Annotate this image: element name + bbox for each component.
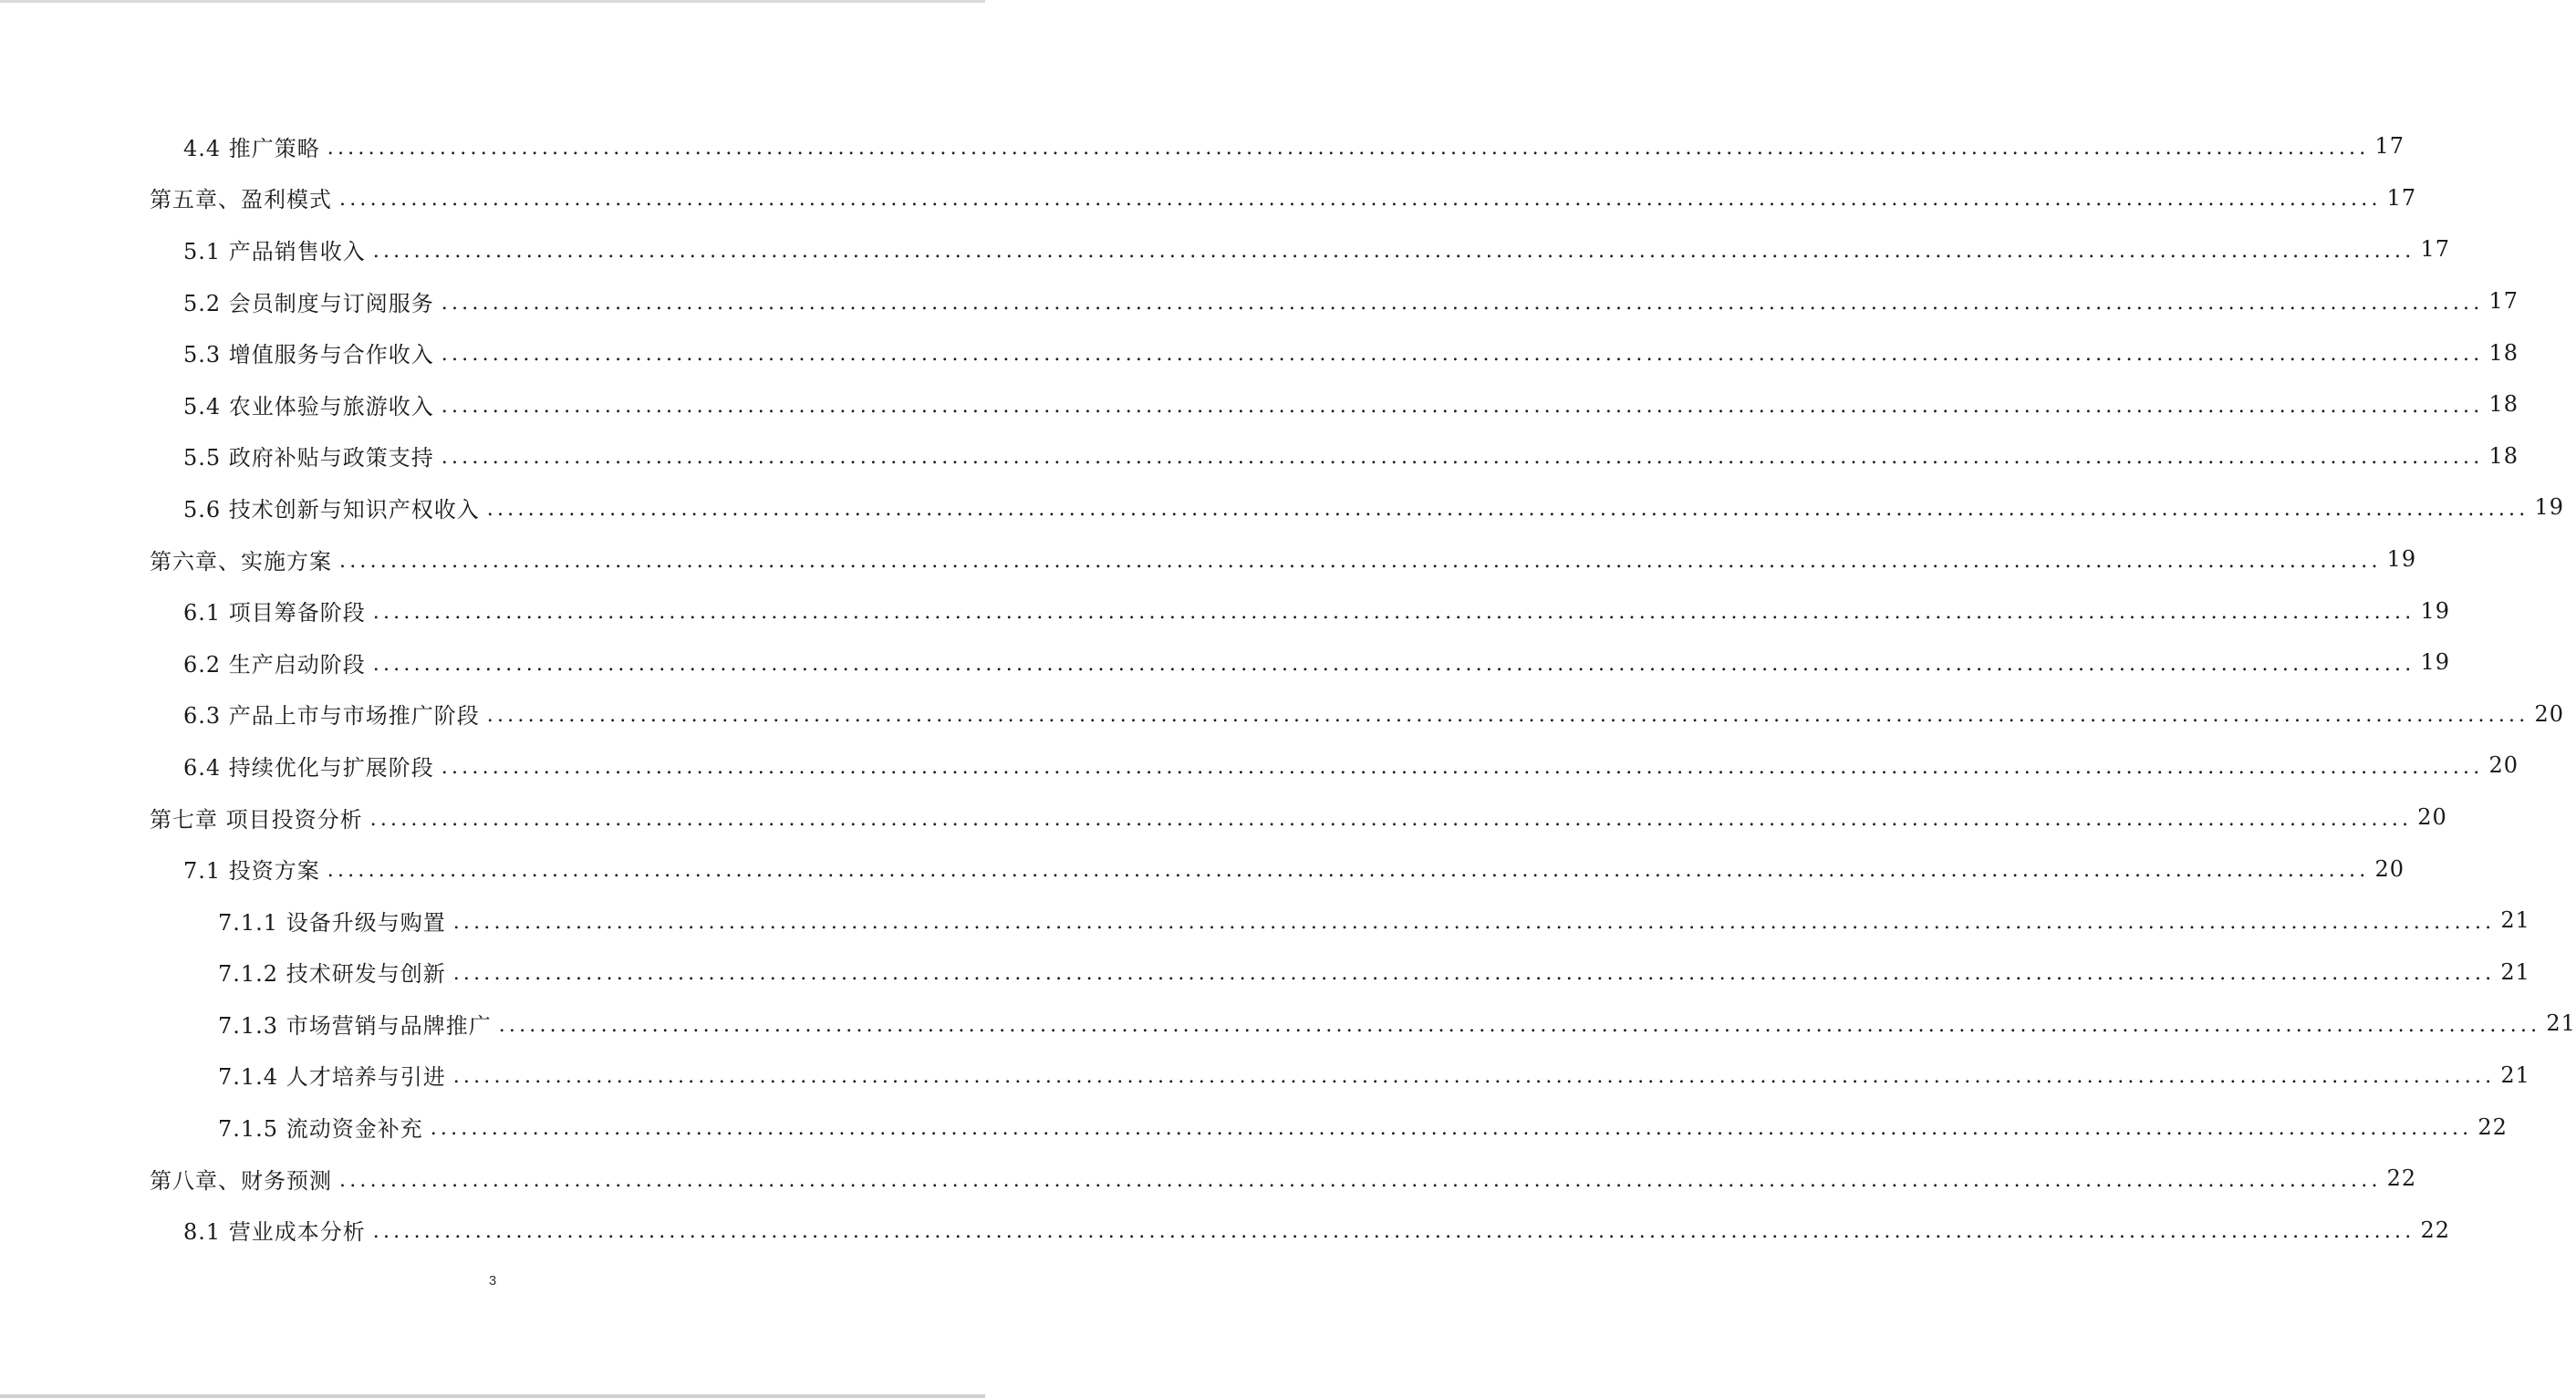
toc-dot-leader: ........................................................................................................................................................................................................ [486,497,2529,521]
toc-entry[interactable] [0,998,2576,1050]
toc-dot-leader: ........................................................................................................................................................................................................ [486,704,2529,728]
toc-entry-page-number: 19 [2534,494,2564,521]
page-number: 3 [488,1273,497,1289]
toc-entry-title: 5.4 农业体验与旅游收入 [183,393,434,419]
toc-entry-page-number: 19 [2420,597,2450,624]
toc-entry-title: 6.2 生产启动阶段 [183,651,366,678]
toc-entry-page-number: 18 [2488,339,2519,366]
toc-entry-page-number: 22 [2477,1113,2508,1140]
toc-entry-title: 8.1 营业成本分析 [183,1219,366,1246]
toc-entry-title: 第七章 项目投资分析 [150,806,363,833]
toc-dot-leader: ........................................................................................................................................................................................................ [430,1117,2473,1141]
toc-entry-page-number: 17 [2374,133,2405,160]
toc-entry[interactable] [0,430,2519,482]
toc-entry-title: 7.1.1 设备升级与购置 [218,909,446,936]
toc-entry-page-number: 22 [2420,1217,2450,1243]
toc-entry[interactable] [0,689,2564,740]
toc-entry[interactable] [0,792,2447,844]
toc-entry[interactable] [0,482,2564,533]
toc-entry-title: 4.4 推广策略 [183,135,320,161]
toc-entry-page-number: 18 [2488,442,2519,469]
toc-dot-leader: ........................................................................................................................................................................................................ [498,1013,2541,1037]
toc-dot-leader: ........................................................................................................................................................................................................ [452,1065,2496,1089]
toc-entry-page-number: 21 [2500,958,2530,985]
toc-dot-leader: ........................................................................................................................................................................................................ [327,136,2370,160]
toc-entry[interactable] [0,223,2450,275]
toc-entry-title: 5.6 技术创新与知识产权收入 [183,496,480,523]
toc-entry-title: 5.2 会员制度与订阅服务 [183,290,434,316]
toc-dot-leader: ........................................................................................................................................................................................................ [372,239,2415,263]
toc-entry-title: 5.5 政府补贴与政策支持 [183,445,434,471]
toc-dot-leader: ........................................................................................................................................................................................................ [441,291,2484,315]
toc-entry-title: 第五章、盈利模式 [150,187,332,213]
toc-entry[interactable] [0,947,2530,999]
toc-entry-page-number: 17 [2420,236,2450,263]
toc-entry[interactable] [0,895,2530,947]
toc-entry-page-number: 20 [2374,855,2405,882]
toc-entry[interactable] [0,378,2519,430]
toc-entry-page-number: 19 [2386,546,2417,573]
toc-entry-title: 7.1.4 人才培养与引进 [218,1064,446,1091]
toc-dot-leader: ........................................................................................................................................................................................................ [441,394,2484,418]
toc-dot-leader: ........................................................................................................................................................................................................ [372,601,2415,625]
toc-entry[interactable] [0,740,2519,792]
toc-entry[interactable] [0,120,2405,172]
toc-entry-title: 6.4 持续优化与扩展阶段 [183,754,434,781]
toc-entry[interactable] [0,637,2450,689]
toc-entry-title: 第六章、实施方案 [150,548,332,575]
toc-entry[interactable] [0,172,2417,224]
toc-entry-title: 5.3 增值服务与合作收入 [183,342,434,368]
toc-entry[interactable] [0,843,2405,895]
toc-entry[interactable] [0,275,2519,327]
toc-entry-page-number: 17 [2488,288,2519,315]
toc-dot-leader: ........................................................................................................................................................................................................ [339,549,2382,573]
toc-entry-title: 7.1.3 市场营销与品牌推广 [218,1012,492,1039]
toc-dot-leader: ........................................................................................................................................................................................................ [441,755,2484,779]
toc-entry-title: 6.1 项目筹备阶段 [183,600,366,627]
toc-entry-title: 5.1 产品销售收入 [183,238,366,264]
toc-dot-leader: ........................................................................................................................................................................................................ [327,859,2370,883]
toc-entry-page-number: 21 [2500,1061,2530,1088]
toc-entry-page-number: 20 [2417,804,2447,831]
toc-entry[interactable] [0,1050,2530,1102]
toc-dot-leader: ........................................................................................................................................................................................................ [339,1168,2382,1192]
toc-dot-leader: ........................................................................................................................................................................................................ [441,343,2484,367]
toc-entry-title: 7.1.5 流动资金补充 [218,1116,423,1143]
toc-entry-title: 6.3 产品上市与市场推广阶段 [183,703,480,730]
toc-entry[interactable] [0,1153,2417,1205]
bottom-edge-rule [0,1394,985,1398]
toc-entry[interactable] [0,585,2450,637]
toc-entry[interactable] [0,326,2519,378]
toc-entry-page-number: 21 [2500,907,2530,934]
toc-entry-page-number: 22 [2386,1165,2417,1192]
toc-entry-title: 第八章、财务预测 [150,1167,332,1194]
toc-dot-leader: ........................................................................................................................................................................................................ [441,446,2484,470]
toc-entry-page-number: 17 [2386,184,2417,211]
toc-dot-leader: ........................................................................................................................................................................................................ [452,962,2496,986]
toc-dot-leader: ........................................................................................................................................................................................................ [452,910,2496,934]
toc-entry-page-number: 18 [2488,391,2519,418]
toc-dot-leader: ........................................................................................................................................................................................................ [372,1220,2415,1244]
toc-entry-page-number: 19 [2420,649,2450,676]
toc-entry-page-number: 20 [2488,752,2519,779]
toc-entry[interactable] [0,533,2417,585]
toc-dot-leader: ........................................................................................................................................................................................................ [372,652,2415,676]
table-of-contents [0,120,2576,1256]
toc-dot-leader: ........................................................................................................................................................................................................ [339,188,2382,212]
toc-entry-title: 7.1 投资方案 [183,858,320,885]
toc-entry-title: 7.1.2 技术研发与创新 [218,961,446,988]
toc-entry-page-number: 20 [2534,700,2564,727]
toc-entry[interactable] [0,1101,2508,1153]
toc-entry-page-number: 21 [2546,1010,2576,1037]
toc-entry[interactable] [0,1204,2450,1256]
toc-dot-leader: ........................................................................................................................................................................................................ [369,807,2413,831]
top-edge-rule [0,0,985,3]
